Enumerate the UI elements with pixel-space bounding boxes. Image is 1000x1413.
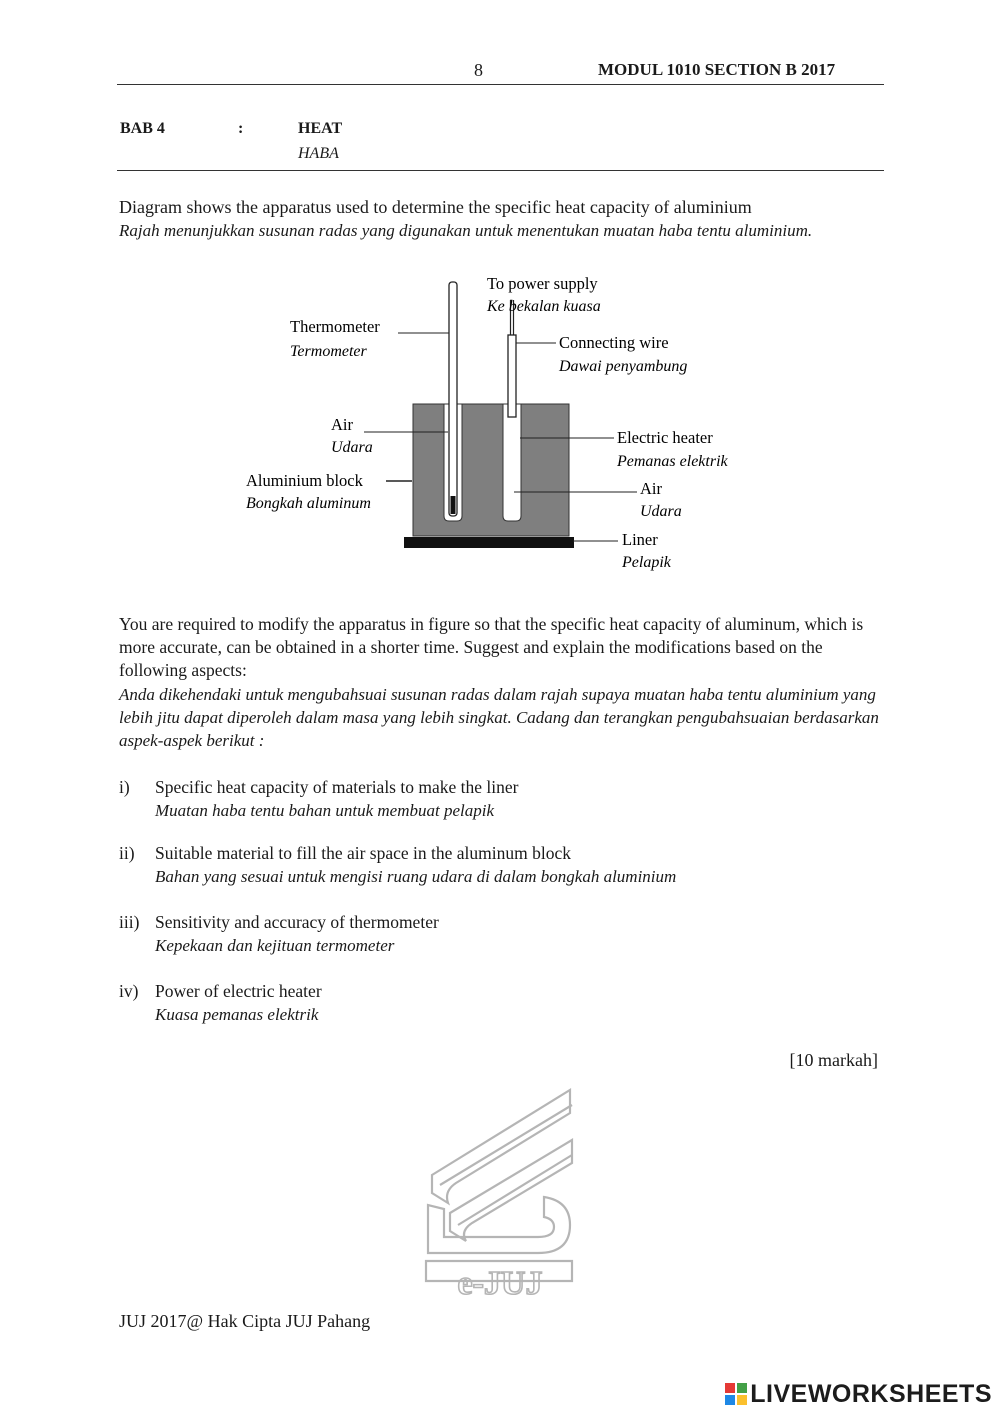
- label-wire-en: Connecting wire: [559, 333, 669, 352]
- intro-en: Diagram shows the apparatus used to determine the specific heat capacity of aluminium: [119, 197, 752, 217]
- aspect-en: Suitable material to fill the air space in the aluminum block: [155, 843, 571, 863]
- heater-shape: [508, 335, 516, 417]
- aspect-number: i): [119, 777, 130, 797]
- aluminium-block-shape: [413, 404, 569, 536]
- module-title: MODUL 1010 SECTION B 2017: [598, 60, 836, 79]
- label-air-right-en: Air: [640, 479, 662, 498]
- label-thermometer-ms: Termometer: [290, 343, 367, 360]
- label-air-left-ms: Udara: [331, 439, 373, 456]
- apparatus-diagram: [0, 270, 1000, 580]
- label-wire-ms: Dawai penyambung: [559, 358, 688, 375]
- aspect-ms: Kepekaan dan kejituan termometer: [155, 936, 395, 955]
- chapter-colon: :: [238, 120, 244, 137]
- aspect-item: [119, 776, 518, 822]
- chapter-label: BAB 4: [120, 120, 165, 137]
- label-air-right-ms: Udara: [640, 503, 682, 520]
- thermometer-bulb: [451, 496, 456, 514]
- label-air-left-en: Air: [331, 415, 353, 434]
- aspect-item: [119, 842, 676, 888]
- liner-shape: [404, 537, 574, 548]
- label-liner-ms: Pelapik: [622, 554, 671, 571]
- label-block-ms: Bongkah aluminum: [246, 495, 371, 512]
- aspect-number: iii): [119, 912, 140, 932]
- thermometer-shape: [449, 282, 457, 516]
- label-power-en: To power supply: [487, 274, 598, 293]
- aspect-ms: Bahan yang sesuai untuk mengisi ruang udara di dalam bongkah aluminium: [155, 867, 677, 886]
- aspect-item: [119, 911, 439, 957]
- aspect-ms: Muatan haba tentu bahan untuk membuat pelapik: [155, 801, 495, 820]
- watermark-text: e-JUJ: [457, 1265, 543, 1300]
- label-power-ms: Ke bekalan kuasa: [487, 298, 601, 315]
- liveworksheets-brand: [725, 1380, 992, 1409]
- label-block-en: Aluminium block: [246, 471, 363, 490]
- liveworksheets-logo-icon: [725, 1383, 747, 1405]
- liveworksheets-text: LIVEWORKSHEETS: [750, 1380, 992, 1408]
- aspect-en: Power of electric heater: [155, 981, 322, 1001]
- aspect-number: iv): [119, 981, 139, 1001]
- page-number: 8: [474, 60, 483, 80]
- aspect-en: Specific heat capacity of materials to make the liner: [155, 777, 519, 797]
- chapter-title-ms: HABA: [298, 145, 339, 162]
- aspect-number: ii): [119, 843, 135, 863]
- intro-ms: Rajah menunjukkan susunan radas yang digunakan untuk menentukan muatan haba tentu aluminium.: [119, 221, 813, 240]
- label-thermometer-en: Thermometer: [290, 317, 380, 336]
- header-rule: [117, 84, 884, 85]
- chapter-title-en: HEAT: [298, 120, 343, 137]
- chapter-rule: [117, 170, 884, 171]
- aspect-en: Sensitivity and accuracy of thermometer: [155, 912, 439, 932]
- marks: [10 markah]: [789, 1050, 878, 1070]
- footer: JUJ 2017@ Hak Cipta JUJ Pahang: [119, 1311, 371, 1331]
- question-en: You are required to modify the apparatus in figure so that the specific heat capacity of aluminum, which is more accurate, can be obtained in a shorter time. Suggest and explain the modifications based on the following aspects:: [119, 614, 864, 680]
- label-heater-ms: Pemanas elektrik: [617, 453, 728, 470]
- label-heater-en: Electric heater: [617, 428, 713, 447]
- label-liner-en: Liner: [622, 530, 658, 549]
- aspect-item: [119, 980, 322, 1026]
- question-ms: Anda dikehendaki untuk mengubahsuai susunan radas dalam rajah supaya muatan haba tentu aluminium yang lebih jitu dapat diperoleh dalam masa yang lebih singkat. Cadang dan terangkan pengubahsuaian berdasarkan aspek-aspek berikut :: [119, 685, 879, 750]
- aspect-ms: Kuasa pemanas elektrik: [155, 1005, 319, 1024]
- heater-hole: [503, 404, 521, 521]
- watermark-logo: [420, 1085, 580, 1300]
